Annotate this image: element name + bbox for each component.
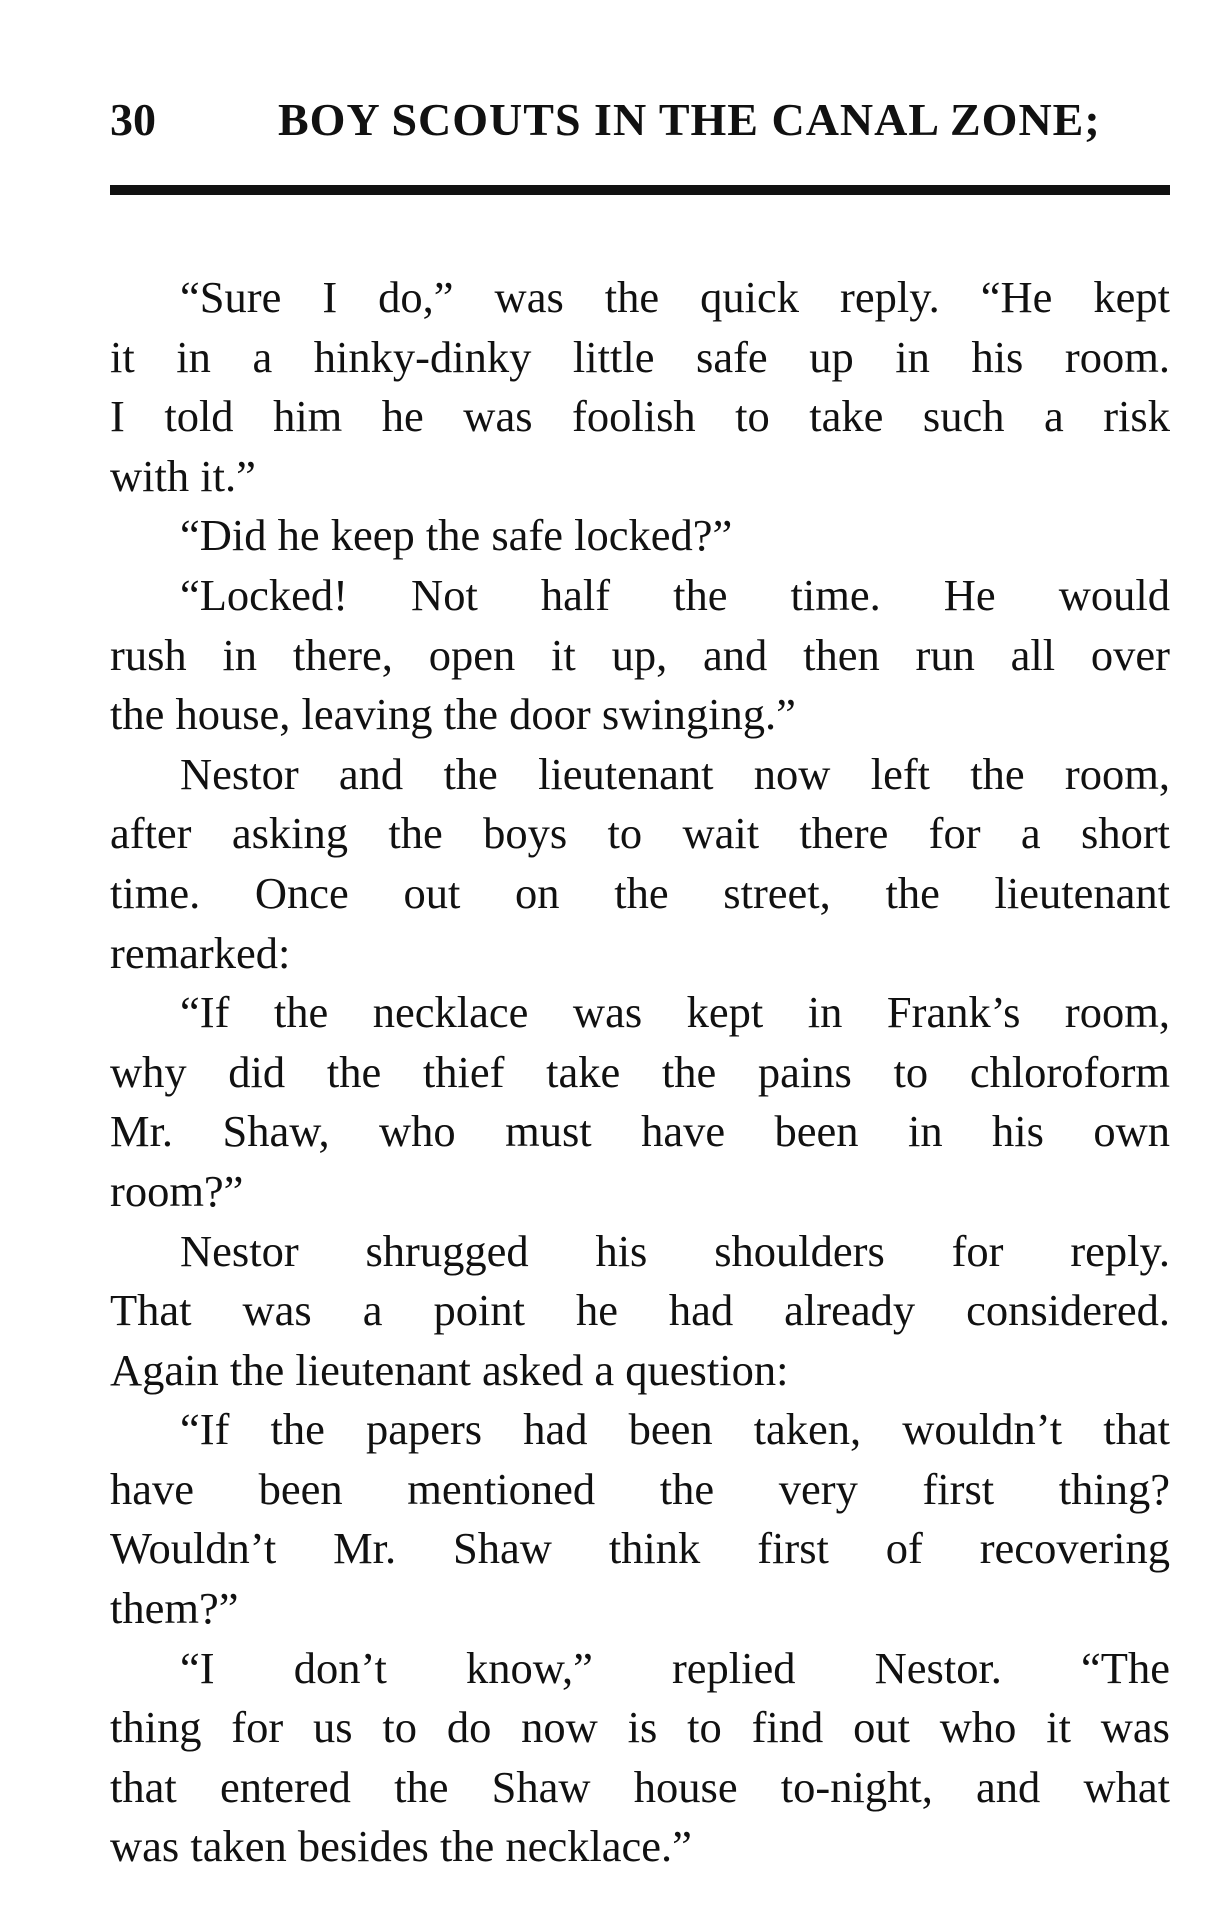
paragraph [110, 745, 1170, 983]
body-text [110, 268, 1170, 1877]
text-line: thing for us to do now is to find out who it was [110, 1702, 1170, 1753]
text-line: “Locked! Not half the time. He would [180, 569, 1170, 620]
text-line: That was a point he had already considered. [110, 1285, 1170, 1336]
text-line: the house, leaving the door swinging.” [110, 689, 796, 740]
paragraph [110, 268, 1170, 506]
text-line: Nestor shrugged his shoulders for reply. [180, 1225, 1170, 1276]
text-line: “If the necklace was kept in Frank’s room, [180, 987, 1170, 1038]
text-line: I told him he was foolish to take such a risk [110, 391, 1170, 442]
paragraph [110, 506, 1170, 566]
text-line: why did the thief take the pains to chloroform [110, 1046, 1170, 1097]
text-line: them?” [110, 1583, 239, 1634]
header-rule [110, 185, 1170, 195]
paragraph [110, 1400, 1170, 1638]
text-line: have been mentioned the very first thing? [110, 1463, 1170, 1514]
running-title: BOY SCOUTS IN THE CANAL ZONE; [278, 94, 1101, 145]
text-line: with it.” [110, 450, 256, 501]
paragraph [110, 983, 1170, 1221]
text-line: was taken besides the necklace.” [110, 1821, 692, 1872]
paragraph [110, 566, 1170, 745]
text-line: it in a hinky-dinky little safe up in his room. [110, 331, 1170, 382]
text-line: after asking the boys to wait there for a short [110, 808, 1170, 859]
text-line: “Did he keep the safe locked?” [180, 510, 733, 561]
text-line: room?” [110, 1165, 244, 1216]
paragraph [110, 1639, 1170, 1877]
text-line: “If the papers had been taken, wouldn’t that [180, 1404, 1170, 1455]
paragraph [110, 1222, 1170, 1401]
text-line: “Sure I do,” was the quick reply. “He kept [180, 272, 1170, 322]
text-line: time. Once out on the street, the lieutenant [110, 867, 1170, 918]
text-line: “I don’t know,” replied Nestor. “The [180, 1642, 1170, 1693]
text-line: that entered the Shaw house to-night, and what [110, 1761, 1170, 1812]
text-line: Nestor and the lieutenant now left the room, [180, 748, 1170, 799]
text-line: Wouldn’t Mr. Shaw think first of recovering [110, 1523, 1170, 1574]
page-number: 30 [110, 94, 156, 145]
text-line: Mr. Shaw, who must have been in his own [110, 1106, 1170, 1157]
page-header [110, 90, 1170, 150]
text-line: remarked: [110, 927, 291, 978]
text-line: rush in there, open it up, and then run all over [110, 629, 1170, 680]
text-line: Again the lieutenant asked a question: [110, 1344, 789, 1395]
